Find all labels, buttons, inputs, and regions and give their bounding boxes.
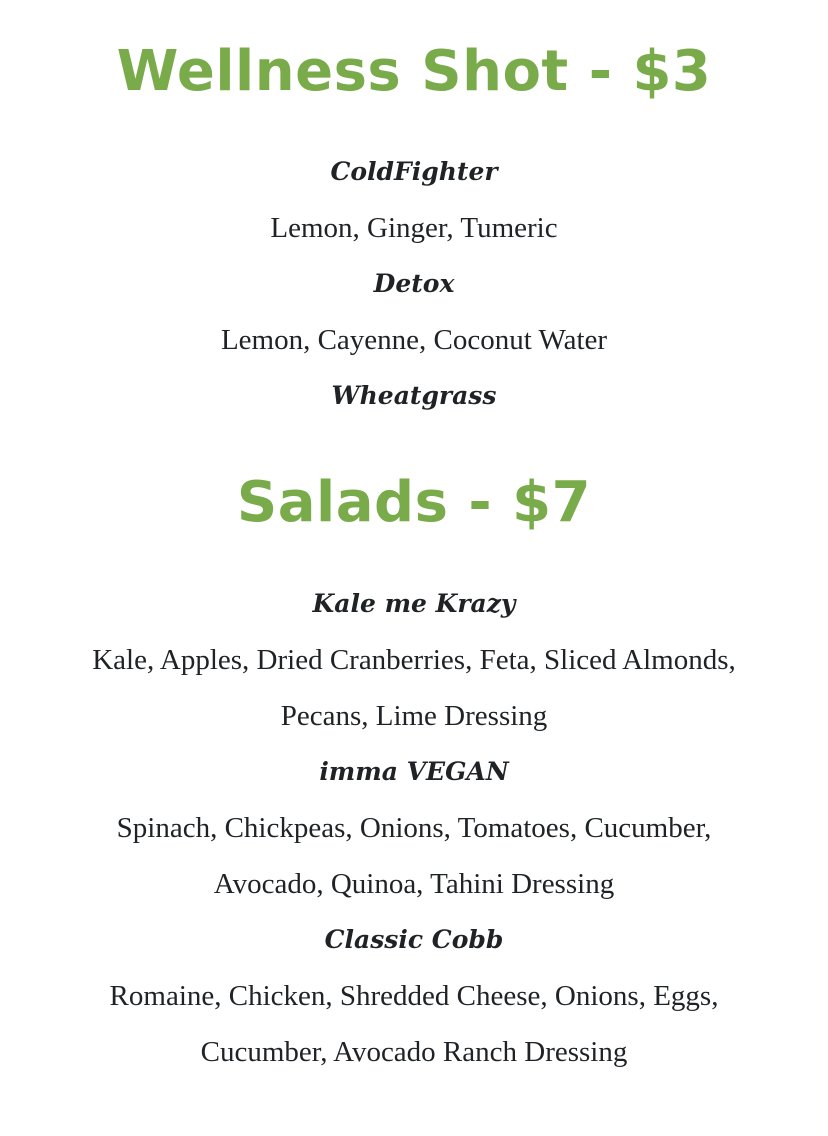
salads-section xyxy=(0,468,828,1080)
menu-item-description-classic-cobb: Romaine, Chicken, Shredded Cheese, Onions, Eggs, Cucumber, Avocado Ranch Dressing xyxy=(109,980,719,1068)
wellness-shot-section xyxy=(0,0,828,424)
menu-item-name-kale-me-krazy: Kale me Krazy xyxy=(312,589,516,618)
menu-item-description-imma-vegan: Spinach, Chickpeas, Onions, Tomatoes, Cucumber, Avocado, Quinoa, Tahini Dressing xyxy=(116,812,712,900)
menu-item-description-coldfighter: Lemon, Ginger, Tumeric xyxy=(270,212,558,244)
menu-item-name-classic-cobb: Classic Cobb xyxy=(324,925,504,954)
menu-item-name-detox: Detox xyxy=(373,269,455,298)
menu-item-name-coldfighter: ColdFighter xyxy=(330,157,498,186)
menu-item-description-detox: Lemon, Cayenne, Coconut Water xyxy=(220,324,608,356)
salads-heading: Salads - $7 xyxy=(236,470,592,535)
menu-item-description-kale-me-krazy: Kale, Apples, Dried Cranberries, Feta, Sliced Almonds, Pecans, Lime Dressing xyxy=(92,644,736,732)
menu-item-name-wheatgrass: Wheatgrass xyxy=(331,381,497,410)
menu-item-name-imma-vegan: imma VEGAN xyxy=(319,757,509,786)
wellness-shot-heading: Wellness Shot - $3 xyxy=(116,39,712,104)
